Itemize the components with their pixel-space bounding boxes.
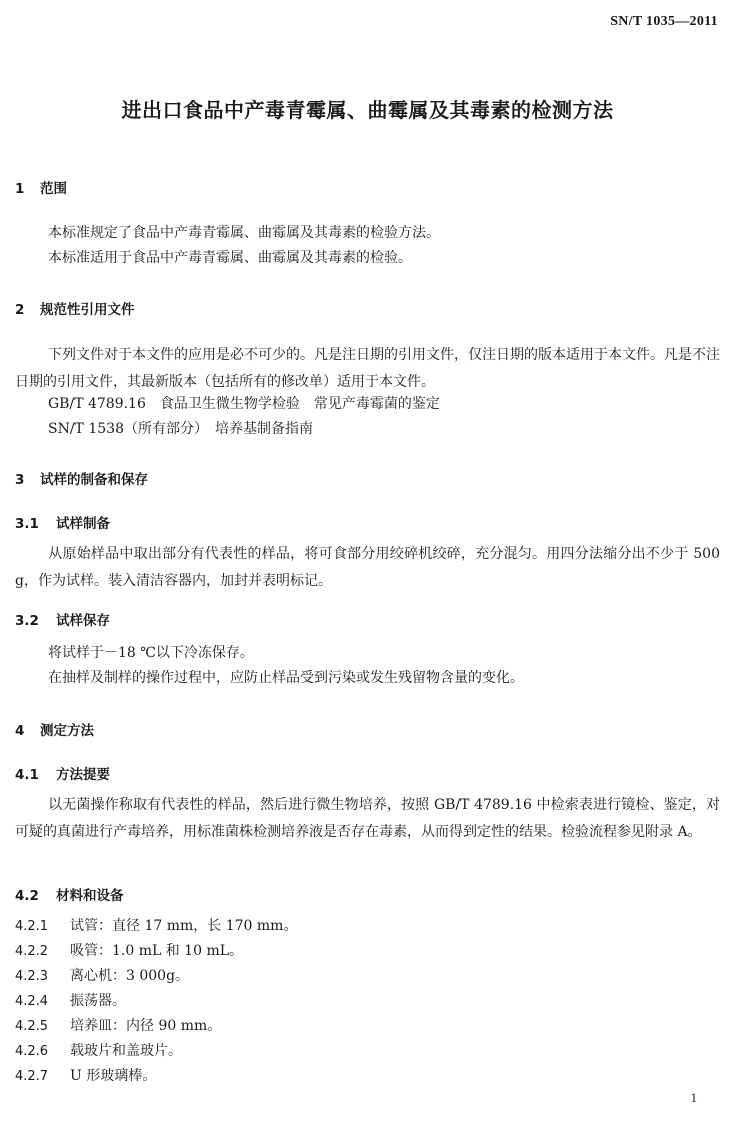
section-number: 2 (15, 302, 25, 318)
item-number: 4.2.4 (15, 994, 49, 1009)
equipment-item (15, 964, 189, 989)
section-number: 4 (15, 723, 25, 739)
item-text: U 形玻璃棒。 (70, 1068, 157, 1084)
section-title: 材料和设备 (56, 888, 124, 904)
section-3-2-heading (15, 609, 110, 629)
section-4-heading (15, 719, 94, 739)
reference-item: SN/T 1538（所有部分） 培养基制备指南 (48, 421, 313, 437)
page-number: 1 (690, 1090, 697, 1105)
section-title: 试样的制备和保存 (40, 472, 148, 488)
section-title: 方法提要 (56, 767, 110, 783)
reference-item: GB/T 4789.16 食品卫生微生物学检验 常见产毒霉菌的鉴定 (48, 396, 440, 412)
section-title: 规范性引用文件 (40, 302, 135, 318)
equipment-item (15, 1064, 156, 1089)
standard-number: SN/T 1035—2011 (610, 14, 718, 29)
equipment-item (15, 1039, 182, 1064)
method-summary-paragraph (15, 792, 720, 846)
item-number: 4.2.2 (15, 944, 49, 959)
item-number: 4.2.1 (15, 919, 49, 934)
section-1-heading (15, 177, 67, 197)
storage-line-2: 在抽样及制样的操作过程中，应防止样品受到污染或发生残留物含量的变化。 (48, 670, 524, 686)
item-text: 离心机：3 000g。 (70, 968, 190, 984)
item-text: 载玻片和盖玻片。 (70, 1043, 182, 1059)
paragraph-text: 下列文件对于本文件的应用是必不可少的。凡是注日期的引用文件，仅注日期的版本适用于本文件。凡是不注日期的引用文件，其最新版本（包括所有的修改单）适用于本文件。 (15, 347, 720, 390)
item-number: 4.2.6 (15, 1044, 49, 1059)
section-title: 试样保存 (56, 613, 110, 629)
storage-line-1: 将试样于－18 ℃以下冷冻保存。 (48, 645, 254, 661)
scope-line-2: 本标准适用于食品中产毒青霉属、曲霉属及其毒素的检验。 (48, 250, 412, 266)
section-4-2-heading (15, 884, 124, 904)
section-number: 3.1 (15, 516, 39, 532)
section-number: 3.2 (15, 613, 39, 629)
item-text: 培养皿：内径 90 mm。 (70, 1018, 222, 1034)
section-3-1-heading (15, 512, 110, 532)
section-number: 4.2 (15, 888, 39, 904)
section-2-heading (15, 298, 135, 318)
item-text: 吸管：1.0 mL 和 10 mL。 (70, 943, 244, 959)
paragraph-text: 以无菌操作称取有代表性的样品，然后进行微生物培养，按照 GB/T 4789.16 中检索表进行镜检、鉴定，对可疑的真菌进行产毒培养，用标准菌株检测培养液是否存在毒素，从而得到定性的结果。检验流程参见附录 A。 (15, 797, 720, 840)
section-title: 试样制备 (56, 516, 110, 532)
item-number: 4.2.5 (15, 1019, 49, 1034)
equipment-item (15, 1014, 221, 1039)
item-number: 4.2.7 (15, 1069, 49, 1084)
normative-references-intro (15, 342, 720, 396)
scope-line-1: 本标准规定了食品中产毒青霉属、曲霉属及其毒素的检验方法。 (48, 225, 440, 241)
sample-preparation-paragraph (15, 541, 720, 595)
section-title: 测定方法 (40, 723, 94, 739)
item-text: 试管：直径 17 mm，长 170 mm。 (70, 918, 298, 934)
section-number: 3 (15, 472, 25, 488)
equipment-item (15, 939, 243, 964)
section-number: 4.1 (15, 767, 39, 783)
equipment-item (15, 989, 126, 1014)
section-number: 1 (15, 181, 25, 197)
section-3-heading (15, 468, 148, 488)
section-title: 范围 (40, 181, 67, 197)
item-text: 振荡器。 (70, 993, 126, 1009)
section-4-1-heading (15, 763, 110, 783)
item-number: 4.2.3 (15, 969, 49, 984)
paragraph-text: 从原始样品中取出部分有代表性的样品，将可食部分用绞碎机绞碎，充分混匀。用四分法缩分出不少于 500 g，作为试样。装入清洁容器内，加封并表明标记。 (15, 546, 720, 589)
document-title: 进出口食品中产毒青霉属、曲霉属及其毒素的检测方法 (121, 98, 614, 122)
equipment-item (15, 914, 297, 939)
